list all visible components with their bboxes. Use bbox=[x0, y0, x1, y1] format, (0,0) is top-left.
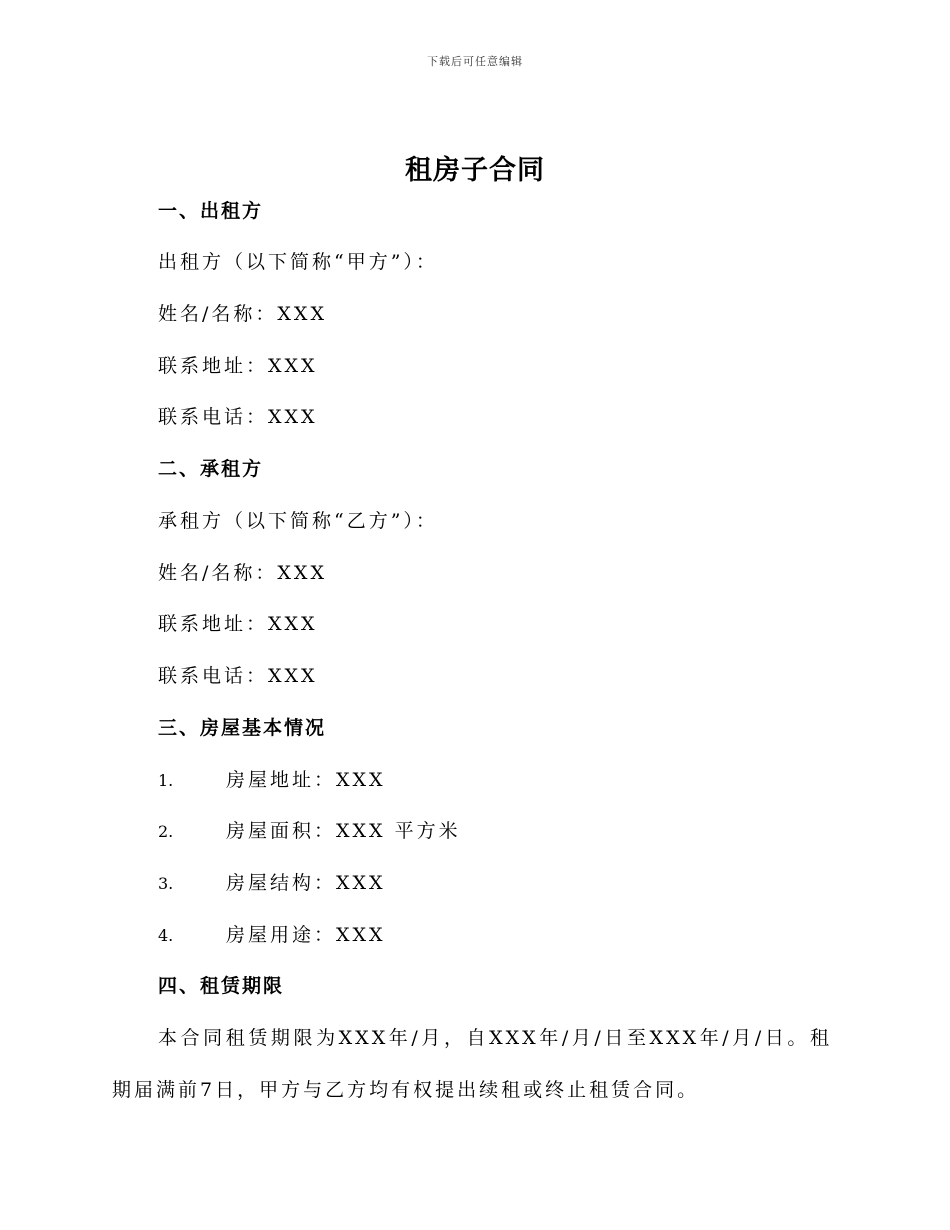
lease-term-paragraph: 本合同租赁期限为XXX年/月，自XXX年/月/日至XXX年/月/日。租期届满前7日，甲方与乙方均有权提出续租或终止租赁合同。 bbox=[112, 1027, 832, 1101]
lessee-phone: 联系电话：XXX bbox=[158, 665, 318, 687]
property-structure: 房屋结构：XXX bbox=[226, 872, 386, 894]
list-item-number: 1. bbox=[158, 771, 174, 790]
lessor-address: 联系地址：XXX bbox=[158, 355, 318, 377]
list-item-number: 4. bbox=[158, 926, 174, 945]
property-use: 房屋用途：XXX bbox=[226, 924, 386, 946]
section-heading-lessee: 二、承租方 bbox=[158, 458, 264, 480]
section-heading-lease-term: 四、租赁期限 bbox=[158, 975, 285, 997]
list-item-number: 2. bbox=[158, 822, 174, 841]
lessor-phone: 联系电话：XXX bbox=[158, 406, 318, 428]
list-item bbox=[158, 818, 461, 845]
header-note: 下载后可任意编辑 bbox=[427, 55, 523, 68]
list-item bbox=[158, 922, 386, 949]
section-heading-lessor: 一、出租方 bbox=[158, 200, 264, 222]
property-area: 房屋面积：XXX 平方米 bbox=[226, 820, 461, 842]
list-item bbox=[158, 870, 386, 897]
property-address: 房屋地址：XXX bbox=[226, 769, 386, 791]
lessor-intro: 出租方（以下简称“甲方”）： bbox=[158, 251, 438, 273]
document-title: 租房子合同 bbox=[405, 155, 545, 186]
lessee-name: 姓名/名称：XXX bbox=[158, 562, 327, 584]
lessor-name: 姓名/名称：XXX bbox=[158, 303, 327, 325]
section-heading-property: 三、房屋基本情况 bbox=[158, 717, 327, 739]
lessee-intro: 承租方（以下简称“乙方”）： bbox=[158, 510, 438, 532]
list-item-number: 3. bbox=[158, 874, 174, 893]
list-item bbox=[158, 767, 386, 794]
lessee-address: 联系地址：XXX bbox=[158, 613, 318, 635]
